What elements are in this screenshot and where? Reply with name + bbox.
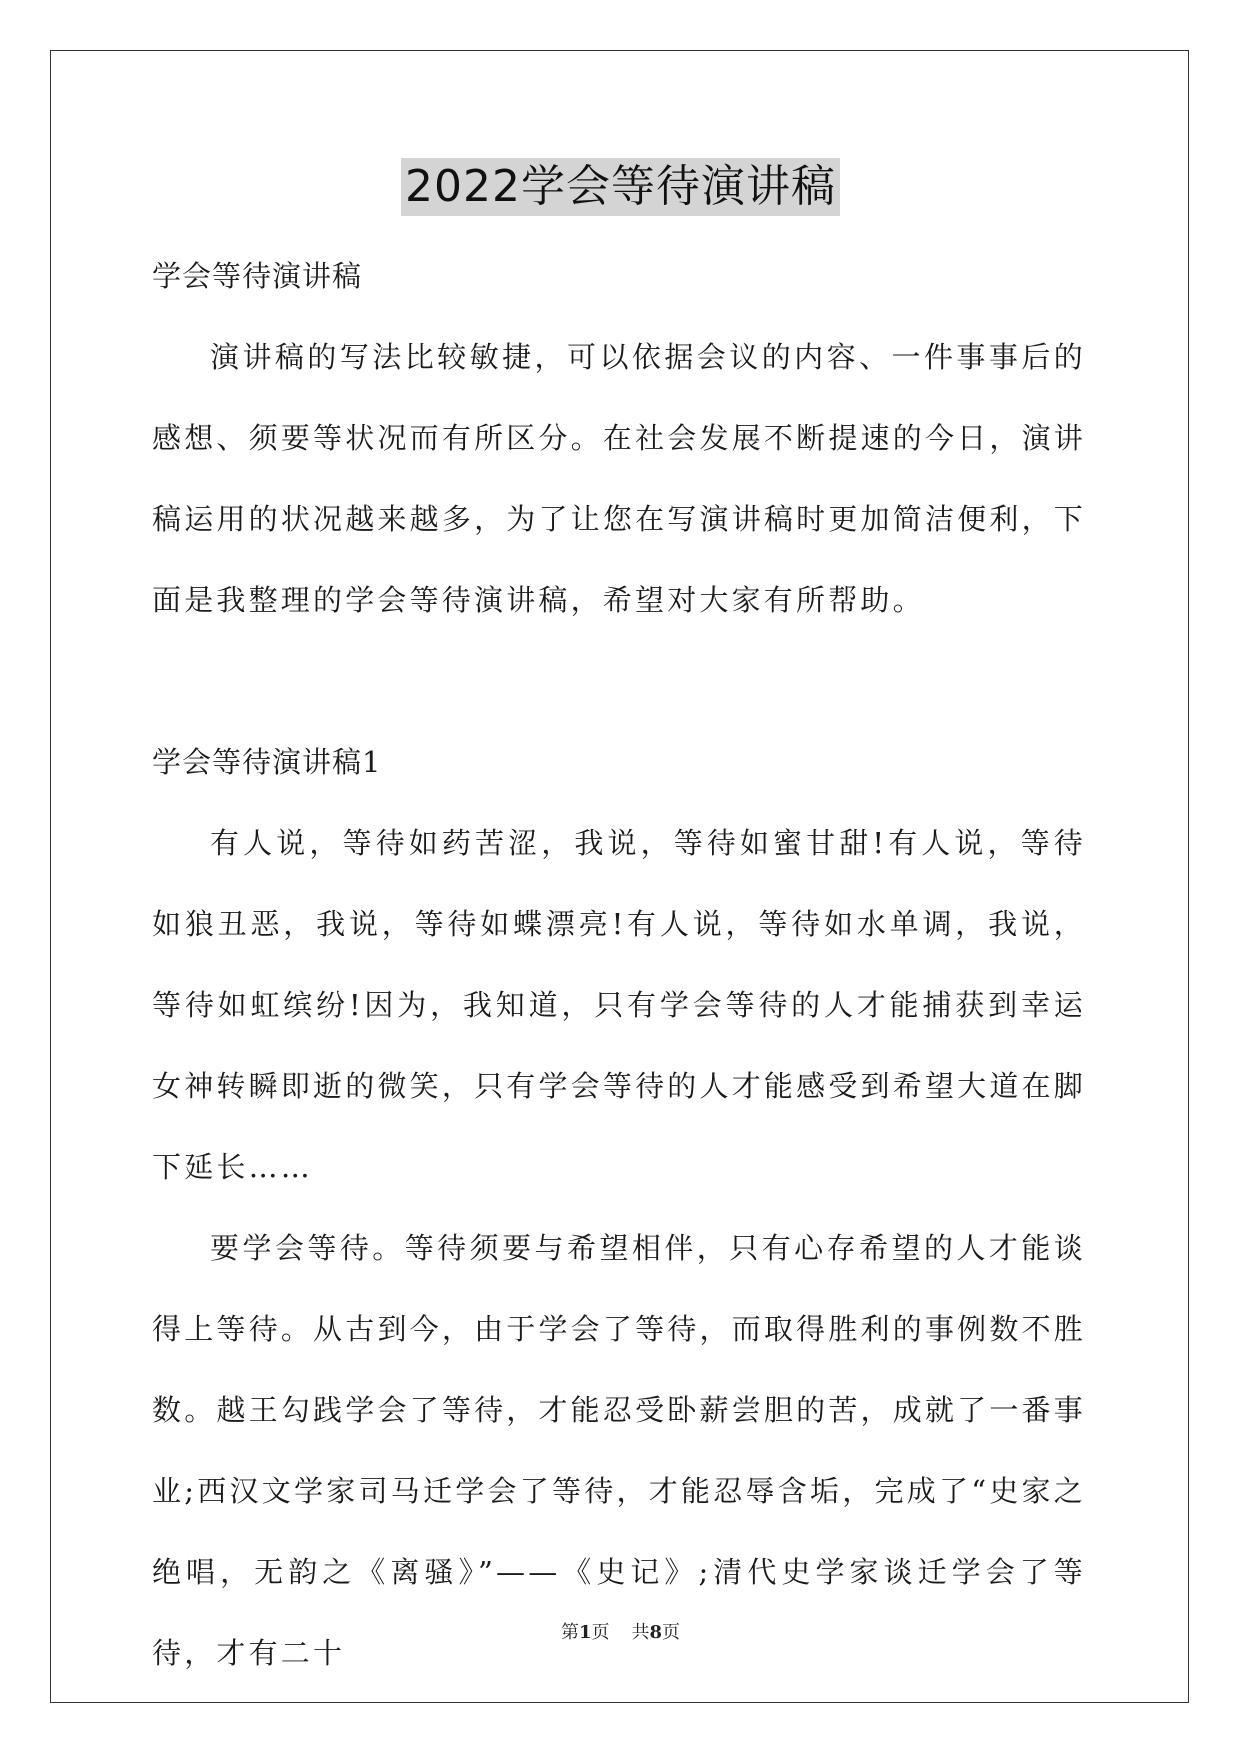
page-suffix: 页 — [591, 1622, 610, 1643]
page-total: 8 — [649, 1622, 663, 1643]
document-title: 2022学会等待演讲稿 — [401, 158, 840, 216]
page-prefix: 第 — [560, 1622, 579, 1643]
intro-paragraph: 演讲稿的写法比较敏捷，可以依据会议的内容、一件事事后的感想、须要等状况而有所区分。在社会发展不断提速的今日，演讲稿运用的状况越来越多，为了让您在写演讲稿时更加简洁便利，下面是我整理的学会等待演讲稿，希望对大家有所帮助。 — [152, 340, 1086, 617]
section-heading: 学会等待演讲稿1 — [152, 745, 382, 779]
total-suffix: 页 — [662, 1622, 681, 1643]
body-paragraph: 有人说，等待如药苦涩，我说，等待如蜜甘甜!有人说，等待如狼丑恶，我说，等待如蝶漂亮!有人说，等待如水单调，我说，等待如虹缤纷!因为，我知道，只有学会等待的人才能捕获到幸运女神转瞬即逝的微笑，只有学会等待的人才能感受到希望大道在脚下延长…… — [152, 826, 1086, 1184]
title-container — [0, 158, 1241, 216]
paragraph-gap — [152, 641, 1086, 722]
body-paragraph: 要学会等待。等待须要与希望相伴，只有心存希望的人才能谈得上等待。从古到今，由于学会了等待，而取得胜利的事例数不胜数。越王勾践学会了等待，才能忍受卧薪尝胆的苦，成就了一番事业;西汉文学家司马迁学会了等待，才能忍辱含垢，完成了“史家之绝唱，无韵之《离骚》”——《史记》;清代史学家谈迁学会了等待，才有二十 — [152, 1231, 1086, 1670]
page-footer — [0, 1618, 1241, 1644]
document-body — [152, 236, 1086, 1694]
page-current: 1 — [578, 1622, 592, 1643]
subtitle: 学会等待演讲稿 — [152, 259, 363, 293]
total-prefix: 共 — [631, 1622, 650, 1643]
